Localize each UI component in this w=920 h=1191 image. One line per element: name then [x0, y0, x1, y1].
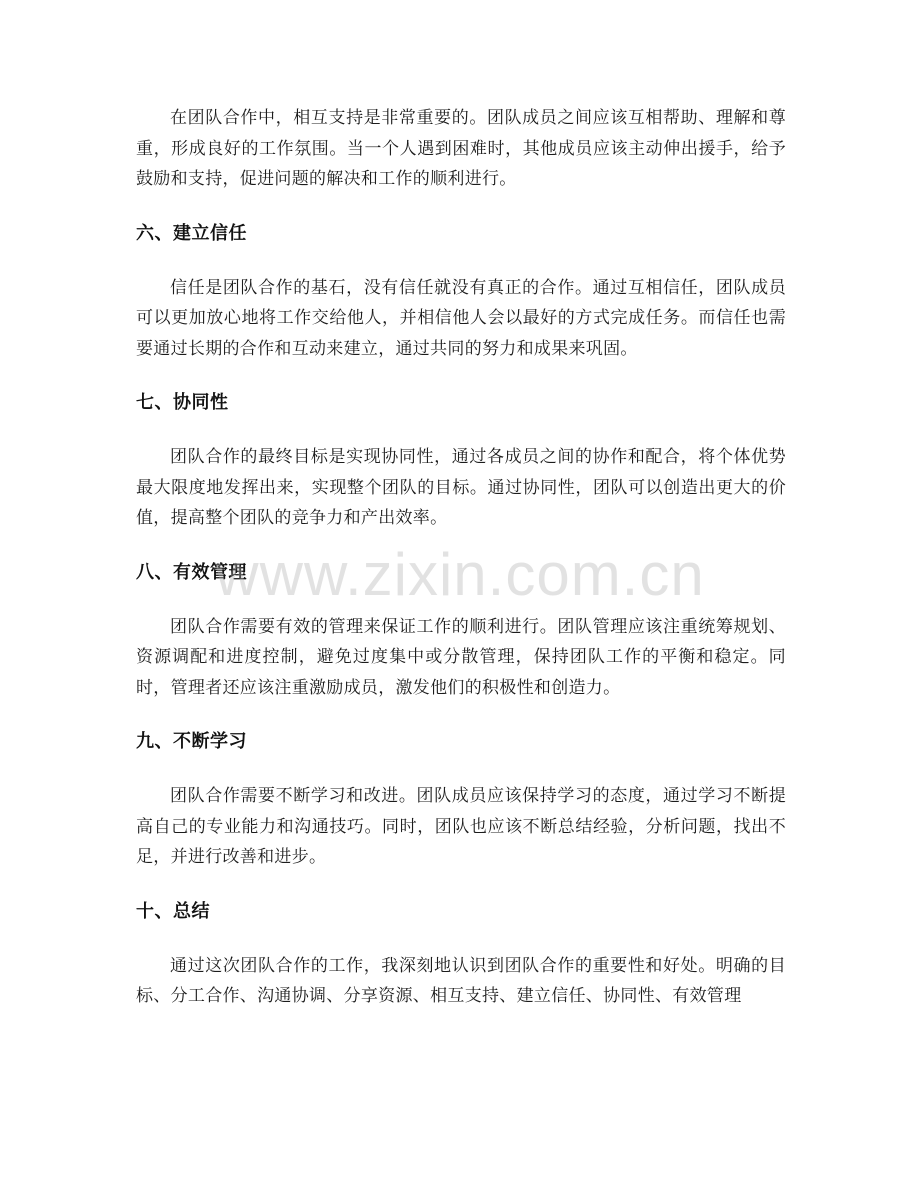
spacer	[136, 418, 786, 442]
spacer	[136, 534, 786, 558]
paragraph-build-trust: 信任是团队合作的基石，没有信任就没有真正的合作。通过互相信任，团队成员可以更加放心地将工作交给他人，并相信他人会以最好的方式完成任务。而信任也需要通过长期的合作和互动来建立，通过共同的努力和成果来巩固。	[136, 277, 786, 359]
paragraph-effective-management: 团队合作需要有效的管理来保证工作的顺利进行。团队管理应该注重统筹规划、资源调配和进度控制，避免过度集中或分散管理，保持团队工作的平衡和稳定。同时，管理者还应该注重激励成员，激发他们的积极性和创造力。	[136, 616, 786, 698]
spacer	[136, 873, 786, 897]
spacer	[136, 757, 786, 781]
spacer	[136, 195, 786, 219]
heading-continuous-learning: 九、不断学习	[136, 731, 247, 752]
paragraph-continuous-learning: 团队合作需要不断学习和改进。团队成员应该保持学习的态度，通过学习不断提高自己的专业能力和沟通技巧。同时，团队也应该不断总结经验，分析问题，找出不足，并进行改善和进步。	[136, 786, 786, 867]
paragraph-synergy: 团队合作的最终目标是实现协同性，通过各成员之间的协作和配合，将个体优势最大限度地发挥出来，实现整个团队的目标。通过协同性，团队可以创造出更大的价值，提高整个团队的竞争力和产出效率。	[136, 447, 786, 528]
heading-effective-management: 八、有效管理	[136, 561, 247, 583]
spacer	[136, 703, 786, 727]
heading-build-trust: 六、建立信任	[136, 222, 247, 244]
spacer	[136, 927, 786, 951]
paragraph-mutual-support: 在团队合作中，相互支持是非常重要的。团队成员之间应该互相帮助、理解和尊重，形成良好的工作氛围。当一个人遇到困难时，其他成员应该主动伸出援手，给予鼓励和支持，促进问题的解决和工作的顺利进行。	[136, 108, 786, 189]
watermark-text: www.zixin.com.cn	[215, 541, 705, 608]
document-body	[136, 103, 786, 1012]
heading-summary: 十、总结	[136, 900, 210, 922]
heading-synergy: 七、协同性	[136, 392, 229, 413]
spacer	[136, 249, 786, 273]
paragraph-summary: 通过这次团队合作的工作，我深刻地认识到团队合作的重要性和好处。明确的目标、分工合作、沟通协调、分享资源、相互支持、建立信任、协同性、有效管理	[136, 955, 786, 1006]
spacer	[136, 588, 786, 612]
spacer	[136, 364, 786, 388]
